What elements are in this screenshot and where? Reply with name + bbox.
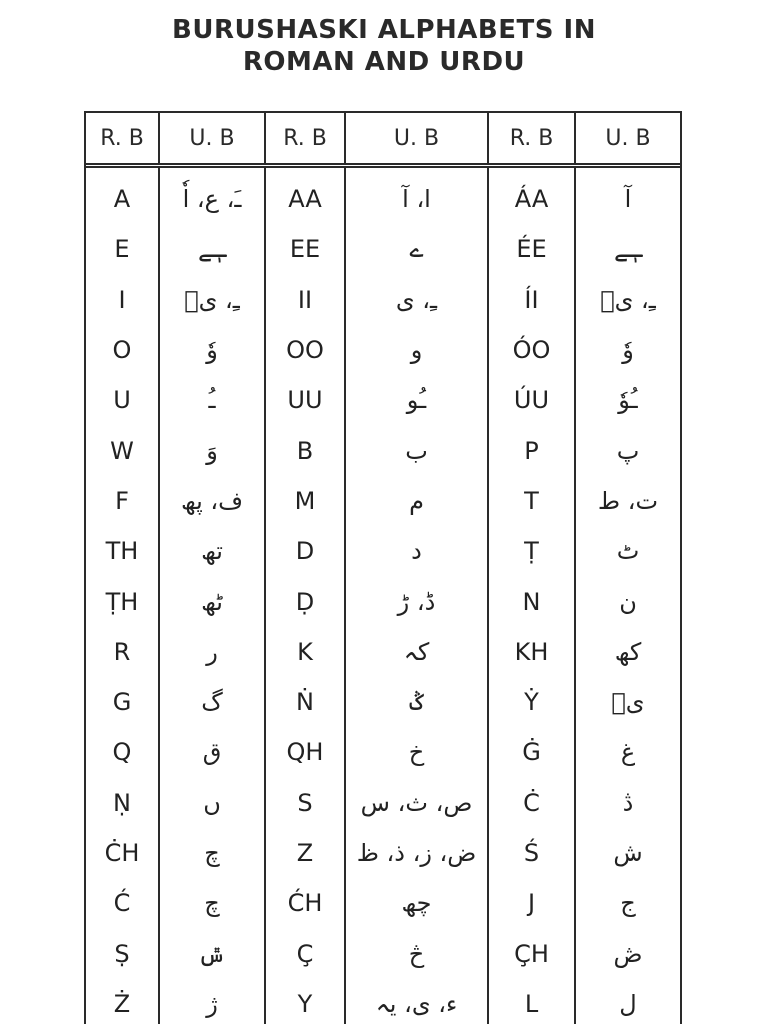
- table-row: [86, 166, 680, 225]
- table-row: [86, 627, 680, 677]
- header-roman-3: R. B: [488, 113, 575, 166]
- table-row: [86, 828, 680, 878]
- cell-urdu-3: آ: [624, 185, 632, 214]
- table-row: [86, 677, 680, 727]
- cell-urdu-2: خ: [345, 727, 488, 777]
- table-row: [86, 425, 680, 475]
- cell-urdu-1: ق: [159, 727, 265, 777]
- cell-urdu-2: چھ: [345, 878, 488, 928]
- cell-urdu-2: ء، ی، یہ: [345, 979, 488, 1024]
- cell-roman-1: G: [86, 677, 159, 727]
- cell-roman-2: S: [265, 778, 345, 828]
- cell-roman-1: F: [86, 476, 159, 526]
- cell-roman-1: Ṣ: [86, 928, 159, 978]
- cell-roman-3: Ġ: [488, 727, 575, 777]
- cell-urdu-1: ٹھ: [159, 576, 265, 626]
- cell-urdu-3: کھ: [614, 637, 642, 666]
- cell-urdu-3: ڎ: [622, 788, 634, 817]
- cell-urdu-1: ـُ: [159, 375, 265, 425]
- cell-roman-1: R: [86, 627, 159, 677]
- cell-roman-3: ÚU: [488, 375, 575, 425]
- alphabet-table: [86, 113, 680, 1024]
- cell-urdu-1: ف، پھ: [159, 476, 265, 526]
- cell-urdu-2: ا، آ: [345, 166, 488, 225]
- cell-urdu-3: ن: [619, 587, 637, 616]
- cell-urdu-1: وَ: [159, 425, 265, 475]
- table-row: [86, 275, 680, 325]
- cell-urdu-1: ـٖے: [159, 224, 265, 274]
- cell-urdu-3: ـِ، یٖ: [600, 285, 656, 314]
- cell-roman-2: M: [265, 476, 345, 526]
- cell-roman-2: AA: [265, 166, 345, 225]
- cell-urdu-1: ر: [159, 627, 265, 677]
- cell-roman-2: Ṅ: [265, 677, 345, 727]
- cell-urdu-1: گ: [159, 677, 265, 727]
- header-row: [86, 113, 680, 166]
- cell-roman-2: ĆH: [265, 878, 345, 928]
- cell-roman-2: OO: [265, 325, 345, 375]
- cell-roman-3: Ṭ: [488, 526, 575, 576]
- table-row: [86, 928, 680, 978]
- table-row: [86, 476, 680, 526]
- cell-roman-1: ĊH: [86, 828, 159, 878]
- cell-roman-2: QH: [265, 727, 345, 777]
- cell-roman-3: T: [488, 476, 575, 526]
- cell-urdu-3: ٹ: [616, 537, 640, 566]
- cell-roman-1: W: [86, 425, 159, 475]
- cell-roman-1: E: [86, 224, 159, 274]
- cell-urdu-3: غ: [620, 738, 636, 767]
- cell-roman-3: ÍI: [488, 275, 575, 325]
- cell-urdu-2: ڈ، ڑ: [345, 576, 488, 626]
- table-row: [86, 325, 680, 375]
- cell-roman-3: ÓO: [488, 325, 575, 375]
- cell-urdu-2: ݣ: [345, 677, 488, 727]
- cell-urdu-3: وٗ: [622, 336, 634, 365]
- cell-roman-1: Ż: [86, 979, 159, 1024]
- table-row: [86, 778, 680, 828]
- cell-roman-1: Ṇ: [86, 778, 159, 828]
- cell-urdu-3: ـُوٗ: [618, 386, 638, 415]
- cell-urdu-2: کہ: [345, 627, 488, 677]
- cell-roman-2: EE: [265, 224, 345, 274]
- cell-roman-1: ṬH: [86, 576, 159, 626]
- cell-roman-2: D: [265, 526, 345, 576]
- cell-roman-3: KH: [488, 627, 575, 677]
- header-urdu-3: U. B: [575, 113, 680, 166]
- cell-roman-1: Ć: [86, 878, 159, 928]
- cell-roman-2: Z: [265, 828, 345, 878]
- table-row: [86, 526, 680, 576]
- header-roman-1: R. B: [86, 113, 159, 166]
- cell-roman-3: J: [488, 878, 575, 928]
- cell-urdu-1: ـَ، ع، اٗ: [159, 166, 265, 225]
- cell-roman-2: Y: [265, 979, 345, 1024]
- cell-urdu-2: ـُو: [345, 375, 488, 425]
- cell-urdu-1: چ: [159, 878, 265, 928]
- page-title: [0, 14, 768, 78]
- cell-urdu-2: م: [345, 476, 488, 526]
- cell-urdu-1: ژ: [159, 979, 265, 1024]
- cell-roman-2: UU: [265, 375, 345, 425]
- cell-roman-3: Ś: [488, 828, 575, 878]
- table-row: [86, 878, 680, 928]
- cell-urdu-2: ض، ز، ذ، ظ: [345, 828, 488, 878]
- cell-urdu-2: و: [345, 325, 488, 375]
- cell-roman-2: II: [265, 275, 345, 325]
- cell-roman-3: L: [488, 979, 575, 1024]
- title-line-1: BURUSHASKI ALPHABETS IN: [172, 15, 596, 45]
- cell-roman-1: O: [86, 325, 159, 375]
- cell-roman-3: Ẏ: [488, 677, 575, 727]
- header-urdu-1: U. B: [159, 113, 265, 166]
- cell-urdu-1: تھ: [159, 526, 265, 576]
- cell-urdu-2: ے: [345, 224, 488, 274]
- table-row: [86, 375, 680, 425]
- cell-roman-2: Ç: [265, 928, 345, 978]
- cell-urdu-1: ݜ: [159, 928, 265, 978]
- cell-urdu-2: د: [345, 526, 488, 576]
- cell-urdu-1: چ: [159, 828, 265, 878]
- header-urdu-2: U. B: [345, 113, 488, 166]
- cell-urdu-3: ڞ: [613, 939, 643, 968]
- cell-roman-1: Q: [86, 727, 159, 777]
- cell-urdu-2: ب: [345, 425, 488, 475]
- cell-roman-2: B: [265, 425, 345, 475]
- header-roman-2: R. B: [265, 113, 345, 166]
- alphabet-table-frame: [84, 111, 682, 1024]
- cell-urdu-2: څ: [345, 928, 488, 978]
- cell-roman-1: U: [86, 375, 159, 425]
- cell-urdu-3: ج: [620, 889, 636, 918]
- cell-roman-1: TH: [86, 526, 159, 576]
- table-row: [86, 727, 680, 777]
- cell-urdu-3: ل: [619, 989, 637, 1018]
- cell-roman-3: ÁA: [488, 166, 575, 225]
- table-body: [86, 166, 680, 1024]
- cell-roman-2: K: [265, 627, 345, 677]
- cell-urdu-3: پ: [616, 436, 640, 465]
- cell-urdu-3: ـٖے: [613, 235, 643, 264]
- cell-roman-3: ÉE: [488, 224, 575, 274]
- cell-urdu-3: یٖ: [611, 688, 645, 717]
- cell-urdu-1: ں: [159, 778, 265, 828]
- cell-urdu-3: ش: [613, 839, 643, 867]
- title-line-2: ROMAN AND URDU: [242, 47, 526, 77]
- cell-urdu-3: ت، ط: [597, 486, 659, 515]
- cell-roman-3: ÇH: [488, 928, 575, 978]
- cell-roman-3: Ċ: [488, 778, 575, 828]
- cell-urdu-1: ـِ، یٖ: [159, 275, 265, 325]
- cell-roman-3: P: [488, 425, 575, 475]
- cell-roman-2: Ḍ: [265, 576, 345, 626]
- cell-urdu-2: ص، ث، س: [345, 778, 488, 828]
- cell-urdu-1: وٗ: [159, 325, 265, 375]
- table-row: [86, 979, 680, 1024]
- table-row: [86, 576, 680, 626]
- cell-urdu-2: ـِ، ی: [345, 275, 488, 325]
- cell-roman-1: I: [86, 275, 159, 325]
- cell-roman-1: A: [86, 166, 159, 225]
- cell-roman-3: N: [488, 576, 575, 626]
- table-row: [86, 224, 680, 274]
